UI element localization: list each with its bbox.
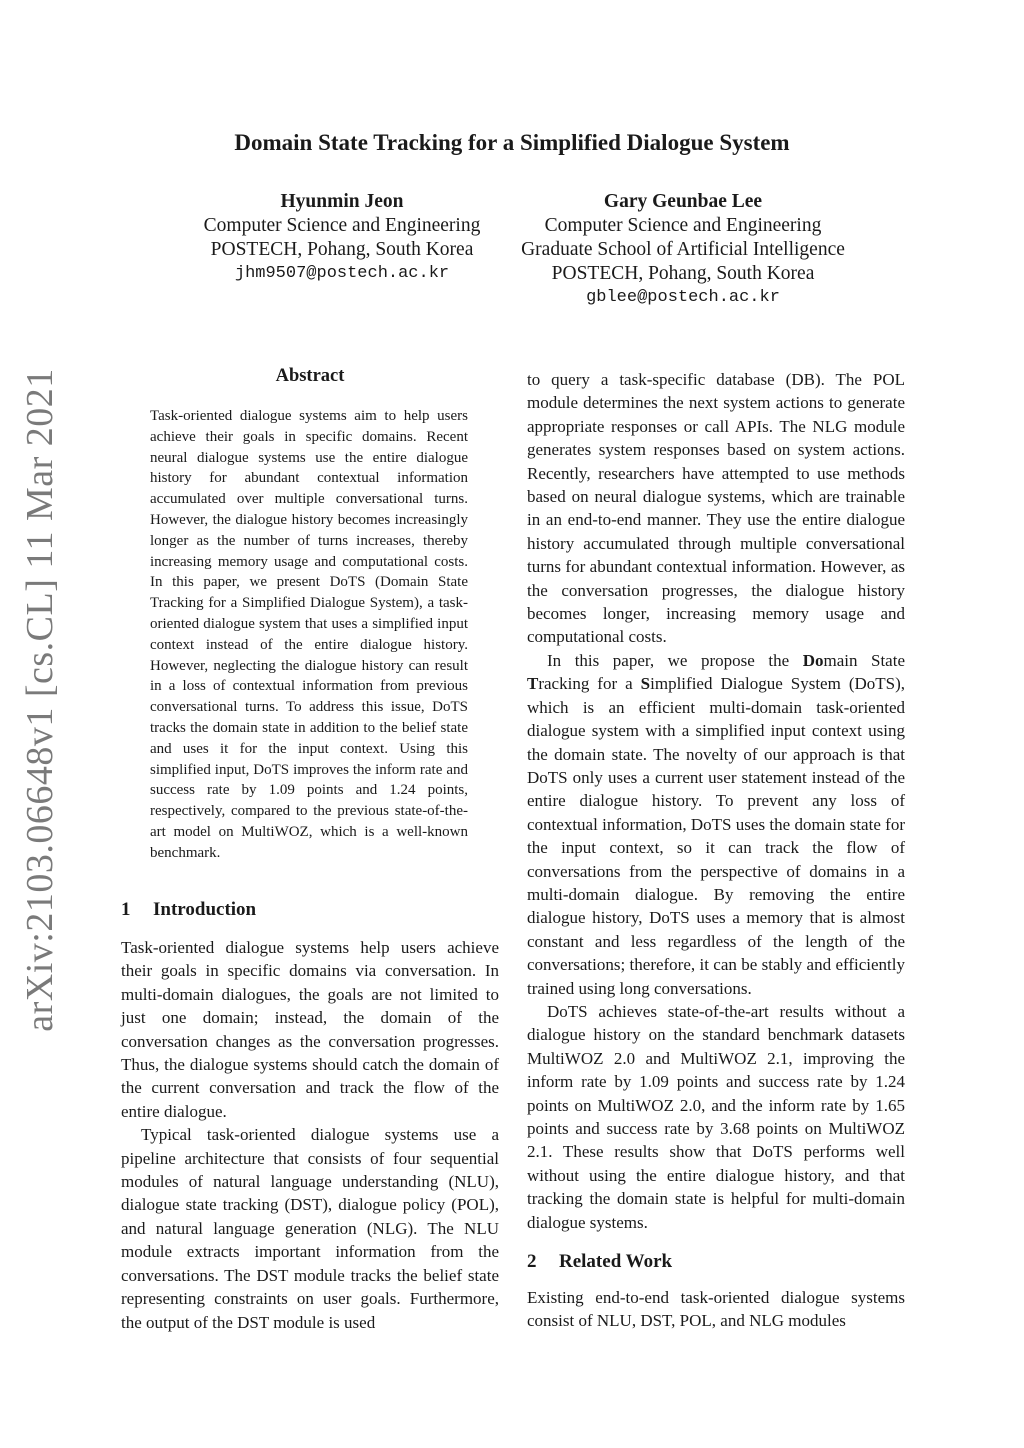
author-email: gblee@postech.ac.kr [586,288,780,307]
section-heading-introduction [121,898,499,922]
left-column [121,898,499,1334]
paragraph-text: racking for a [538,674,641,694]
intro-paragraph-1: Task-oriented dialogue systems help users achieve their goals in specific domains via conversation. In multi-domain dialogues, the goals are not limited to just one domain; instead, the domain of the conversation changes as the conversation progresses. Thus, the dialogue systems should catch the domain of the current conversation and track the flow of the entire dialogue. [121,938,499,1121]
abstract-heading: Abstract [275,366,345,386]
intro-paragraph-2: Typical task-oriented dialogue systems use a pipeline architecture that consists of four sequential modules of natural language understanding (NLU), dialogue state tracking (DST), dialogue policy (POL), and natural language generation (NLG). The NLU module extracts important information from the conversations. The DST module tracks the belief state representing constraints on user goals. Furthermore, the output of the DST module is used [121,1125,499,1332]
related-paragraph-1: Existing end-to-end task-oriented dialogue systems consist of NLU, DST, POL, and NLG modules [527,1288,905,1331]
acronym-highlight: Do [802,650,824,670]
author-name: Hyunmin Jeon [280,191,404,212]
section-title: Introduction [153,899,257,920]
section-number: 2 [527,1251,537,1273]
author-affiliation: Computer Science and Engineering [203,215,481,236]
intro-paragraph-4: DoTS achieves state-of-the-art results without a dialogue history on the standard benchmark datasets MultiWOZ 2.0 and MultiWOZ 2.1, improving the inform rate by 1.09 points and success rate by 1.24 points on MultiWOZ 2.0, and the inform rate by 1.65 points and success rate by 3.68 points on MultiWOZ 2.1. These results show that DoTS performs well without using the entire dialogue history, and that tracking the domain state is helpful for multi-domain dialogue systems. [527,1001,905,1232]
section-heading-related-work [527,1250,905,1274]
author-affiliation: POSTECH, Pohang, South Korea [551,263,815,284]
section-title: Related Work [559,1251,673,1273]
right-column [527,368,905,1333]
arxiv-identifier: arXiv:2103.06648v1 [cs.CL] 11 Mar 2021 [19,368,61,1032]
paragraph-text: implified Dialogue System (DoTS), which is an efficient multi-domain task-oriented dialogue system with a simplified input context using the domain state. The novelty of our approach is that DoTS only uses a current user statement instead of the entire dialogue history. To prevent any loss of contextual information, DoTS uses the domain state for the input context, so it can track the flow of conversations from the perspective of domains in a multi-domain dialogue. By removing the entire dialogue history, DoTS uses a memory that is almost constant and less regardless of the length of the conversations; therefore, it can be stably and efficiently trained using long conversations. [527,674,906,998]
author-email: jhm9507@postech.ac.kr [234,264,450,283]
acronym-highlight: S [640,674,651,694]
author-affiliation: Computer Science and Engineering [544,215,822,236]
paper-title: Domain State Tracking for a Simplified Dialogue System [234,130,790,155]
author-block-1 [192,190,492,286]
paragraph-text: main State [823,650,905,670]
intro-paragraph-3 [527,649,905,1000]
author-name: Gary Geunbae Lee [603,191,763,212]
abstract-text: Task-oriented dialogue systems aim to help users achieve their goals in specific domains. Recent neural dialogue systems use the entire dialogue history for abundant contextual information accumulated over multiple conversational turns. However, the dialogue history becomes increasingly longer as the number of turns increases, thereby increasing memory usage and computational costs. In this paper, we present DoTS (Domain State Tracking for a Simplified Dialogue System), a task-oriented dialogue system that uses a simplified input context instead of the entire dialogue history. However, neglecting the dialogue history can result in a loss of contextual information from previous conversational turns. To address this issue, DoTS tracks the domain state in addition to the belief state and uses it for the input context. Using this simplified input, DoTS improves the inform rate and success rate by 1.09 points and 1.24 points, respectively, compared to the previous state-of-the-art model on MultiWOZ, which is a well-known benchmark. [150,408,468,861]
intro-paragraph-2-continued: to query a task-specific database (DB). The POL module determines the next system actions to generate appropriate responses or call APIs. The NLG module generates system responses based on system actions. Recently, researchers have attempted to use methods based on neural dialogue systems, which are trainable in an end-to-end manner. They use the entire dialogue history accumulated through multiple conversational turns for abundant contextual information. However, as the conversation progresses, the dialogue history becomes longer, increasing memory usage and computational costs. [527,370,905,647]
author-affiliation: Graduate School of Artificial Intelligence [521,239,845,260]
section-number: 1 [121,899,131,920]
author-block-2 [505,190,861,310]
acronym-highlight: T [527,674,539,694]
author-affiliation: POSTECH, Pohang, South Korea [210,239,474,260]
paragraph-text: In this paper, we propose the [547,650,803,670]
